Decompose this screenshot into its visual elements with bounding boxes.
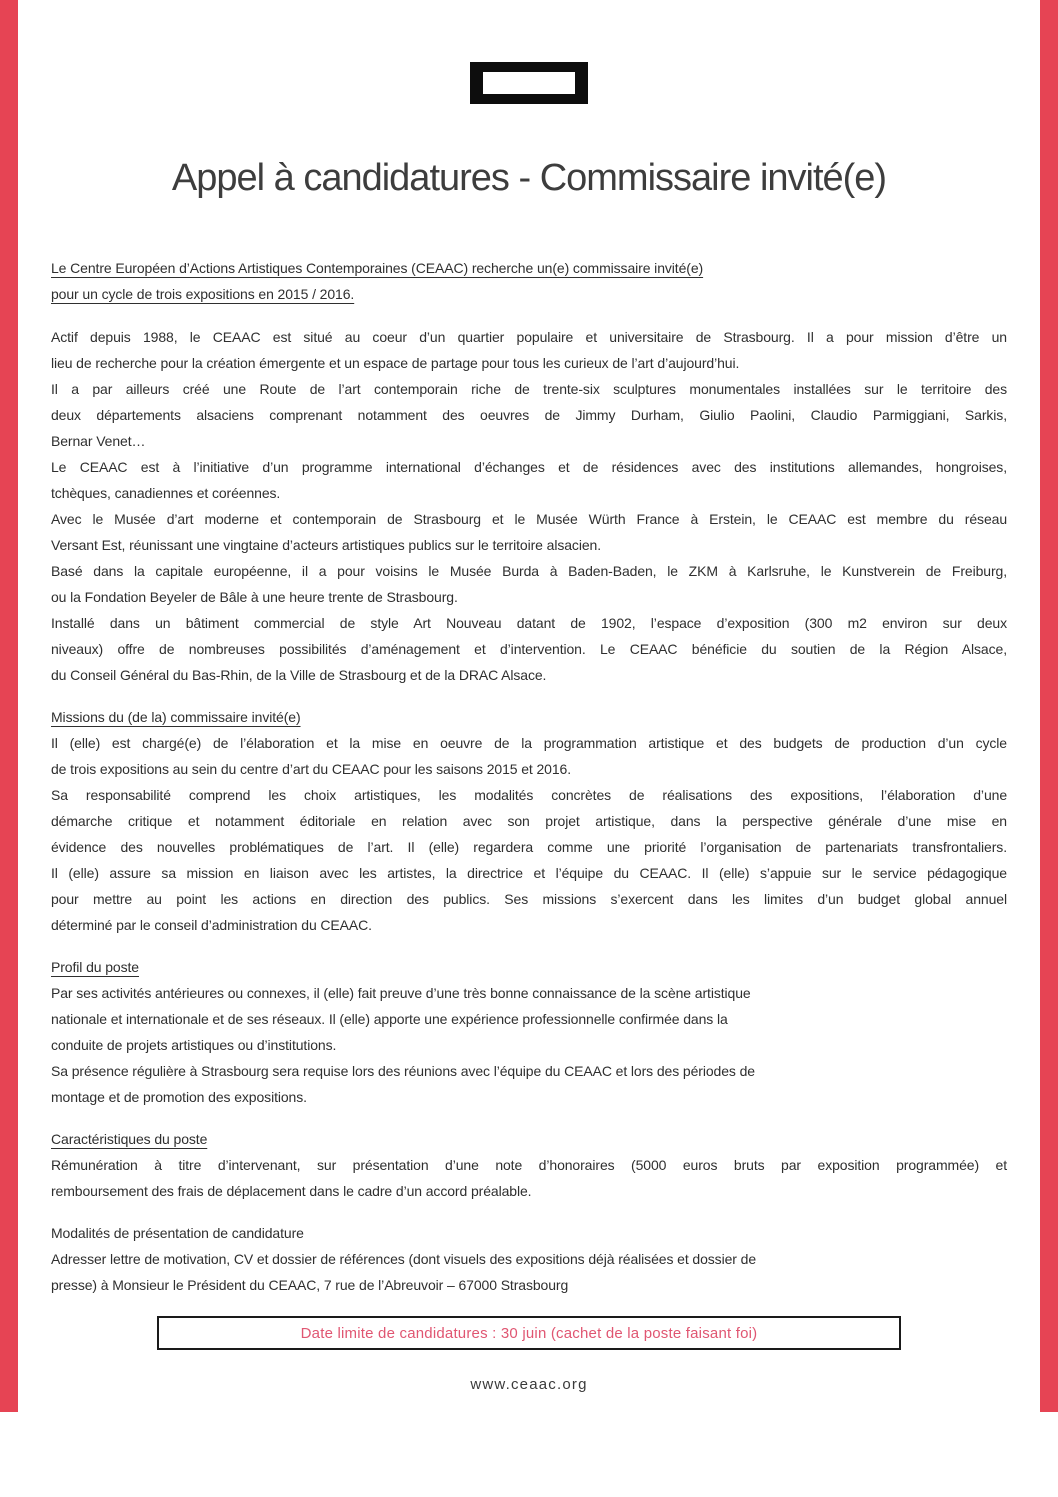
text-line: Rémunération à titre d’intervenant, sur présentation d’une note d’honoraires (5000 euros bruts par exposition programmée) et bbox=[51, 1157, 1007, 1173]
text-line: Il (elle) assure sa mission en liaison avec les artistes, la directrice et l’équipe du CEAAC. Il (elle) s’appuie sur le service pédagogique bbox=[51, 865, 1007, 881]
text-line: Versant Est, réunissant une vingtaine d’acteurs artistiques publics sur le territoire alsacien. bbox=[51, 537, 602, 553]
text-line: nationale et internationale et de ses réseaux. Il (elle) apporte une expérience professionnelle confirmée dans la bbox=[51, 1011, 728, 1027]
left-red-edge-bar bbox=[0, 0, 18, 1412]
paragraph bbox=[51, 376, 1007, 454]
paragraph bbox=[51, 1152, 1007, 1204]
document-sections bbox=[51, 704, 1007, 1298]
paragraph bbox=[51, 782, 1007, 938]
text-line: Par ses activités antérieures ou connexes, il (elle) fait preuve d’une très bonne connaissance de la scène artistique bbox=[51, 985, 751, 1001]
text-line: du Conseil Général du Bas-Rhin, de la Ville de Strasbourg et de la DRAC Alsace. bbox=[51, 667, 547, 683]
text-line: déterminé par le conseil d’administration du CEAAC. bbox=[51, 917, 372, 933]
paragraph bbox=[51, 506, 1007, 558]
paragraph bbox=[51, 980, 1007, 1058]
right-red-edge-bar bbox=[1040, 0, 1058, 1412]
text-line: pour mettre au point les actions en direction des publics. Ses missions s’exercent dans les limites d’un budget global annuel bbox=[51, 891, 1007, 907]
text-line: ou la Fondation Beyeler de Bâle à une heure trente de Strasbourg. bbox=[51, 589, 458, 605]
document-section bbox=[51, 704, 1007, 938]
section-heading: Caractéristiques du poste bbox=[51, 1131, 208, 1147]
section-heading: Missions du (de la) commissaire invité(e) bbox=[51, 709, 301, 725]
text-line: Bernar Venet… bbox=[51, 433, 146, 449]
text-line: Il (elle) est chargé(e) de l’élaboration et la mise en oeuvre de la programmation artistique et des budgets de production d’un cycle bbox=[51, 735, 1007, 751]
paragraph bbox=[51, 610, 1007, 688]
text-line: conduite de projets artistiques ou d’institutions. bbox=[51, 1037, 337, 1053]
section-heading: Profil du poste bbox=[51, 959, 139, 975]
text-line: deux départements alsaciens comprenant notamment des oeuvres de Jimmy Durham, Giulio Paolini, Claudio Parmiggiani, Sarkis, bbox=[51, 407, 1007, 423]
section-heading: Modalités de présentation de candidature bbox=[51, 1225, 304, 1241]
deadline-text: Date limite de candidatures : 30 juin (cachet de la poste faisant foi) bbox=[300, 1324, 758, 1342]
text-line: remboursement des frais de déplacement dans le cadre d’un accord préalable. bbox=[51, 1183, 532, 1199]
paragraph bbox=[51, 730, 1007, 782]
body-paragraphs bbox=[51, 324, 1007, 688]
text-line: Avec le Musée d’art moderne et contemporain de Strasbourg et le Musée Würth France à Erstein, le CEAAC est membre du réseau bbox=[51, 511, 1007, 527]
text-line: Installé dans un bâtiment commercial de style Art Nouveau datant de 1902, l’espace d’exposition (300 m2 environ sur deux bbox=[51, 615, 1007, 631]
document-section bbox=[51, 1126, 1007, 1204]
paragraph bbox=[51, 1246, 1007, 1298]
text-line: Adresser lettre de motivation, CV et dossier de références (dont visuels des expositions déjà réalisées et dossier de bbox=[51, 1251, 757, 1267]
paragraph bbox=[51, 454, 1007, 506]
paragraph bbox=[51, 324, 1007, 376]
document-section bbox=[51, 954, 1007, 1110]
ceaac-logo bbox=[470, 62, 588, 104]
intro-line: Le Centre Européen d’Actions Artistiques Contemporaines (CEAAC) recherche un(e) commissaire invité(e) bbox=[51, 260, 704, 276]
text-line: Actif depuis 1988, le CEAAC est situé au coeur d’un quartier populaire et universitaire de Strasbourg. Il a pour mission d’être un bbox=[51, 329, 1007, 345]
text-line: Basé dans la capitale européenne, il a pour voisins le Musée Burda à Baden-Baden, le ZKM à Karlsruhe, le Kunstverein de Freiburg, bbox=[51, 563, 1007, 579]
footer-url: www.ceaac.org bbox=[470, 1376, 588, 1393]
intro-line: pour un cycle de trois expositions en 2015 / 2016. bbox=[51, 286, 355, 302]
text-line: niveaux) offre de nombreuses possibilités d’aménagement et d’intervention. Le CEAAC bénéficie du soutien de la Région Alsace, bbox=[51, 641, 1007, 657]
text-line: lieu de recherche pour la création émergente et un espace de partage pour tous les curieux de l’art d’aujourd’hui. bbox=[51, 355, 740, 371]
page-title: Appel à candidatures - Commissaire invité(e) bbox=[171, 157, 887, 199]
paragraph bbox=[51, 558, 1007, 610]
text-line: Le CEAAC est à l’initiative d’un programme international d’échanges et de résidences avec des institutions allemandes, hongroises, bbox=[51, 459, 1007, 475]
deadline-box bbox=[157, 1316, 901, 1350]
text-line: presse) à Monsieur le Président du CEAAC, 7 rue de l’Abreuvoir – 67000 Strasbourg bbox=[51, 1277, 569, 1293]
text-line: Sa responsabilité comprend les choix artistiques, les modalités concrètes de réalisations des expositions, l’élaboration d’une bbox=[51, 787, 1007, 803]
text-line: Il a par ailleurs créé une Route de l’art contemporain riche de trente-six sculptures monumentales installées sur le territoire des bbox=[51, 381, 1007, 397]
text-line: évidence des nouvelles problématiques de l’art. Il (elle) regardera comme une priorité l’organisation de partenariats transfrontaliers. bbox=[51, 839, 1007, 855]
text-line: Sa présence régulière à Strasbourg sera requise lors des réunions avec l’équipe du CEAAC et lors des périodes de bbox=[51, 1063, 755, 1079]
intro-paragraph bbox=[51, 255, 1007, 307]
text-line: de trois expositions au sein du centre d’art du CEAAC pour les saisons 2015 et 2016. bbox=[51, 761, 572, 777]
paragraph bbox=[51, 1058, 1007, 1110]
text-line: tchèques, canadiennes et coréennes. bbox=[51, 485, 281, 501]
document-section bbox=[51, 1220, 1007, 1298]
document-content bbox=[0, 62, 1058, 1393]
text-line: montage et de promotion des expositions. bbox=[51, 1089, 307, 1105]
text-line: démarche critique et notamment éditoriale en relation avec son projet artistique, dans la perspective générale d’une mise en bbox=[51, 813, 1007, 829]
